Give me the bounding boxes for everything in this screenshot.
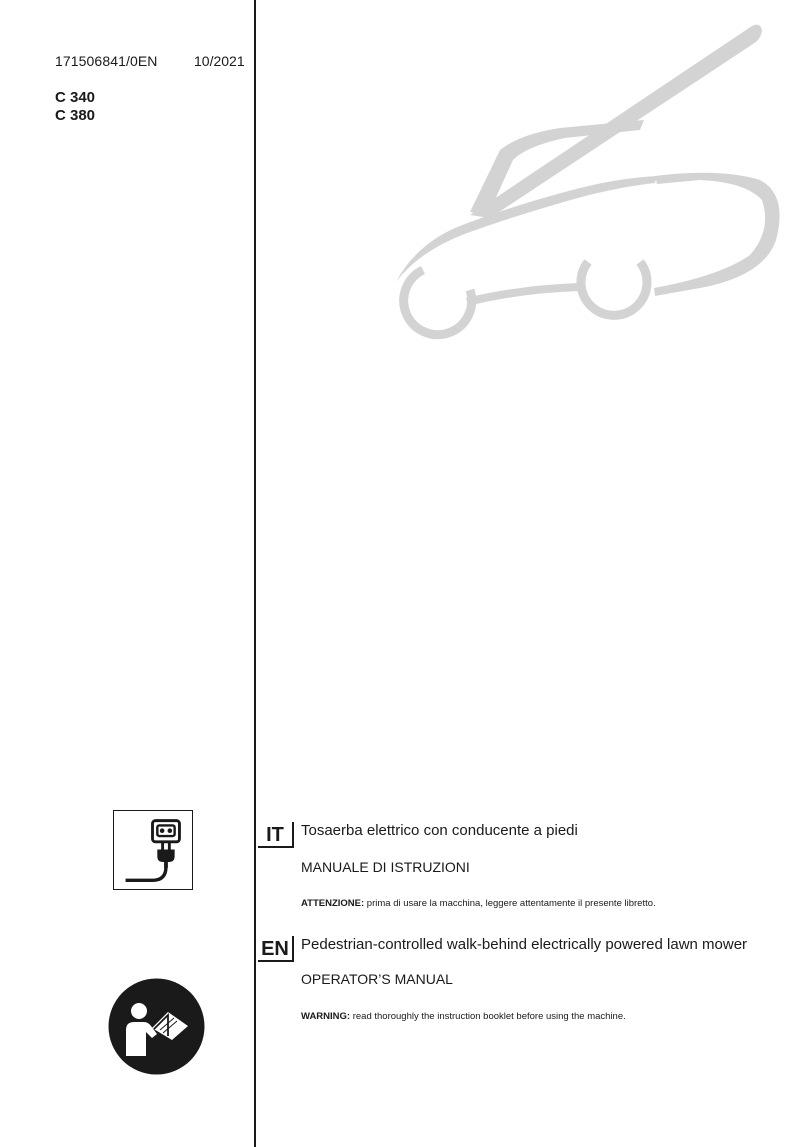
product-title-it: Tosaerba elettrico con conducente a piedi: [301, 822, 578, 839]
document-date: 10/2021: [194, 53, 245, 69]
electric-plug-socket-icon: [113, 810, 193, 890]
document-code: 171506841/0EN: [55, 53, 158, 69]
model-name: C 380: [55, 107, 96, 124]
read-manual-icon: [108, 978, 205, 1075]
lawn-mower-outline-icon: [380, 20, 790, 340]
warning-text-it: prima di usare la macchina, leggere attentamente il presente libretto.: [364, 898, 656, 909]
warning-en: [301, 1011, 626, 1022]
warning-it: [301, 898, 656, 909]
warning-prefix-en: WARNING:: [301, 1011, 351, 1022]
model-name: C 340: [55, 89, 96, 106]
warning-prefix-it: ATTENZIONE:: [301, 898, 365, 909]
warning-text-en: read thoroughly the instruction booklet before using the machine.: [350, 1011, 626, 1022]
language-code-en: EN: [258, 936, 294, 962]
manual-label-it: MANUALE DI ISTRUZIONI: [301, 859, 470, 875]
vertical-divider: [254, 0, 256, 1147]
model-list: [55, 89, 95, 125]
product-title-en: Pedestrian-controlled walk-behind electrically powered lawn mower: [301, 936, 748, 953]
language-code-it: IT: [258, 822, 294, 848]
manual-label-en: OPERATOR’S MANUAL: [301, 971, 453, 987]
